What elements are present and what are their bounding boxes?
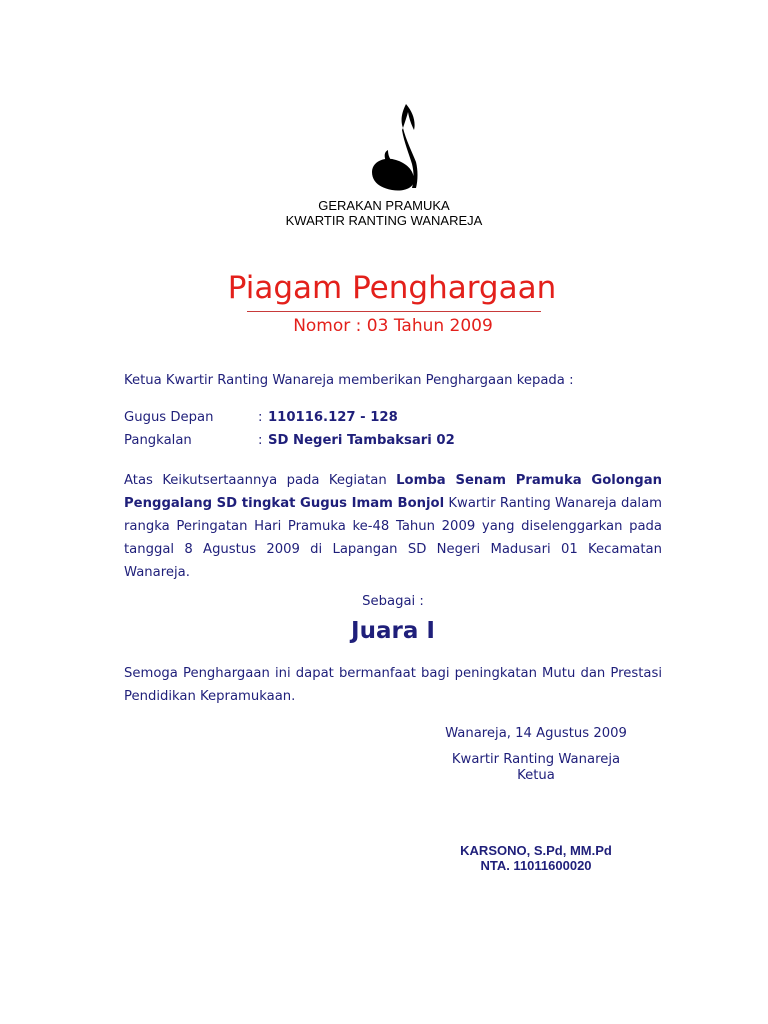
pangkalan-label: Pangkalan <box>124 433 192 448</box>
pangkalan-colon: : <box>258 433 263 448</box>
gugus-depan-colon: : <box>258 410 263 425</box>
body-prefix: Atas Keikutsertaannya pada Kegiatan <box>124 473 397 488</box>
organization-line1: GERAKAN PRAMUKA <box>318 198 450 213</box>
place-date: Wanareja, 14 Agustus 2009 <box>445 726 627 741</box>
certificate-number: Nomor : 03 Tahun 2009 <box>293 316 493 336</box>
event-name: Lomba Senam Pramuka Golongan Penggalang SD tingkat Gugus Imam Bonjol <box>124 473 662 511</box>
body-paragraph <box>124 469 662 584</box>
pangkalan-value: SD Negeri Tambaksari 02 <box>268 433 455 448</box>
signatory-name: KARSONO, S.Pd, MM.Pd <box>460 843 612 858</box>
organization-line2: KWARTIR RANTING WANAREJA <box>285 213 483 228</box>
award-title: Juara I <box>351 618 435 644</box>
gugus-depan-label: Gugus Depan <box>124 410 214 425</box>
gugus-depan-value: 110116.127 - 128 <box>268 410 398 425</box>
intro-text: Ketua Kwartir Ranting Wanareja memberikan Penghargaan kepada : <box>124 373 574 388</box>
pramuka-emblem-icon <box>366 100 426 196</box>
as-label: Sebagai : <box>362 594 424 609</box>
signatory-name-block <box>430 843 642 873</box>
signatory-block <box>430 752 642 784</box>
signatory-position: Ketua <box>517 768 555 783</box>
closing-paragraph: Semoga Penghargaan ini dapat bermanfaat bagi peningkatan Mutu dan Prestasi Pendidikan Kepramukaan. <box>124 666 662 704</box>
title-underline <box>247 311 541 312</box>
body-suffix: Kwartir Ranting Wanareja dalam rangka Peringatan Hari Pramuka ke-48 Tahun 2009 yang diselenggarkan pada tanggal 8 Agustus 2009 di Lapangan SD Negeri Madusari 01 Kecamatan Wanareja. <box>124 496 662 580</box>
certificate-title: Piagam Penghargaan <box>227 270 557 306</box>
organization-header <box>0 198 768 228</box>
signatory-nta: NTA. 11011600020 <box>480 858 592 873</box>
signatory-office: Kwartir Ranting Wanareja <box>451 752 621 767</box>
